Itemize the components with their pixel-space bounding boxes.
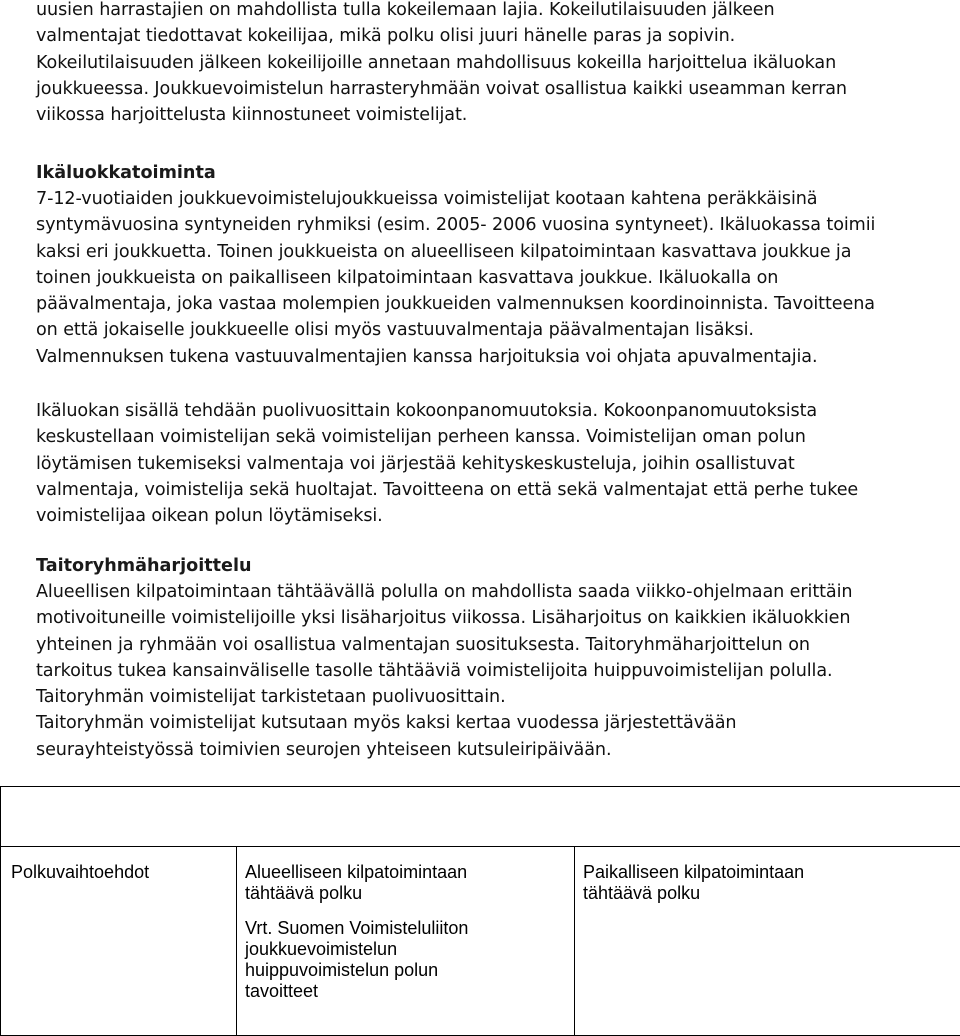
text-line: löytämisen tukemiseksi valmentaja voi järjestää kehityskeskusteluja, joihin osallistuvat — [36, 451, 858, 477]
path-options-table — [0, 786, 960, 1036]
note-line: joukkuevoimistelun — [245, 939, 566, 960]
note-line: Vrt. Suomen Voimisteluliiton — [245, 918, 566, 939]
regional-path-note — [245, 918, 566, 1002]
text-line: toinen joukkueista on paikalliseen kilpatoimintaan kasvattava joukkue. Ikäluokalla on — [36, 265, 875, 291]
path-options-label-cell — [1, 847, 237, 1036]
text-line: 7-12-vuotiaiden joukkuevoimistelujoukkueissa voimistelijat kootaan kahtena peräkkäisinä — [36, 186, 875, 212]
local-path-title: tähtäävä polku — [583, 883, 952, 904]
text-line: on että jokaiselle joukkueelle olisi myös vastuuvalmentaja päävalmentajan lisäksi. — [36, 317, 875, 343]
talent-group-paragraph — [36, 579, 852, 763]
text-line: keskustellaan voimistelijan sekä voimistelijan perheen kanssa. Voimistelijan oman polun — [36, 424, 858, 450]
regional-path-cell — [237, 847, 575, 1036]
text-line: viikossa harjoittelusta kiinnostuneet voimistelijat. — [36, 102, 847, 128]
text-line: valmentajat tiedottavat kokeilijaa, mikä polku olisi juuri hänelle paras ja sopivin. — [36, 23, 847, 49]
regional-path-title: tähtäävä polku — [245, 883, 566, 904]
composition-paragraph — [36, 398, 858, 529]
text-line: kaksi eri joukkuetta. Toinen joukkueista on alueelliseen kilpatoimintaan kasvattava joukkue ja — [36, 239, 875, 265]
text-line: tarkoitus tukea kansainväliselle tasolle tähtääviä voimistelijoita huippuvoimistelijan polulla. — [36, 658, 852, 684]
text-line: Taitoryhmän voimistelijat kutsutaan myös kaksi kertaa vuodessa järjestettävään — [36, 710, 852, 736]
local-path-cell — [575, 847, 960, 1036]
text-line: Valmennuksen tukena vastuuvalmentajien kanssa harjoituksia voi ohjata apuvalmentajia. — [36, 344, 875, 370]
text-line: Taitoryhmän voimistelijat tarkistetaan puolivuosittain. — [36, 684, 852, 710]
text-line: voimistelijaa oikean polun löytämiseksi. — [36, 503, 858, 529]
text-line: Alueellisen kilpatoimintaan tähtäävällä polulla on mahdollista saada viikko-ohjelmaan erittäin — [36, 579, 852, 605]
text-line: päävalmentaja, joka vastaa molempien joukkueiden valmennuksen koordinoinnista. Tavoitteena — [36, 291, 875, 317]
path-options-label: Polkuvaihtoehdot — [11, 862, 228, 883]
text-line: syntymävuosina syntyneiden ryhmiksi (esim. 2005- 2006 vuosina syntyneet). Ikäluokassa toimii — [36, 212, 875, 238]
text-line: Ikäluokan sisällä tehdään puolivuosittain kokoonpanomuutoksia. Kokoonpanomuutoksista — [36, 398, 858, 424]
note-line: tavoitteet — [245, 981, 566, 1002]
text-line: seurayhteistyössä toimivien seurojen yhteiseen kutsuleiripäivään. — [36, 737, 852, 763]
table-header-empty-cell — [1, 787, 960, 847]
table-row — [1, 787, 960, 847]
talent-group-heading: Taitoryhmäharjoittelu — [36, 553, 252, 579]
text-line: joukkueessa. Joukkuevoimistelun harrasteryhmään voivat osallistua kaikki useamman kerran — [36, 76, 847, 102]
text-line: valmentaja, voimistelija sekä huoltajat. Tavoitteena on että sekä valmentajat että perhe tukee — [36, 477, 858, 503]
note-line: huippuvoimistelun polun — [245, 960, 566, 981]
text-line: Kokeilutilaisuuden jälkeen kokeilijoille annetaan mahdollisuus kokeilla harjoittelua ikäluokan — [36, 50, 847, 76]
text-line: uusien harrastajien on mahdollista tulla kokeilemaan lajia. Kokeilutilaisuuden jälkeen — [36, 0, 847, 23]
text-line: motivoituneille voimistelijoille yksi lisäharjoitus viikossa. Lisäharjoitus on kaikkien ikäluokkien — [36, 605, 852, 631]
age-group-paragraph — [36, 186, 875, 370]
text-line: yhteinen ja ryhmään voi osallistua valmentajan suosituksesta. Taitoryhmäharjoittelun on — [36, 632, 852, 658]
age-group-heading: Ikäluokkatoiminta — [36, 160, 216, 186]
local-path-title: Paikalliseen kilpatoimintaan — [583, 862, 952, 883]
table-row — [1, 847, 960, 1036]
intro-paragraph — [36, 0, 847, 128]
regional-path-title: Alueelliseen kilpatoimintaan — [245, 862, 566, 883]
